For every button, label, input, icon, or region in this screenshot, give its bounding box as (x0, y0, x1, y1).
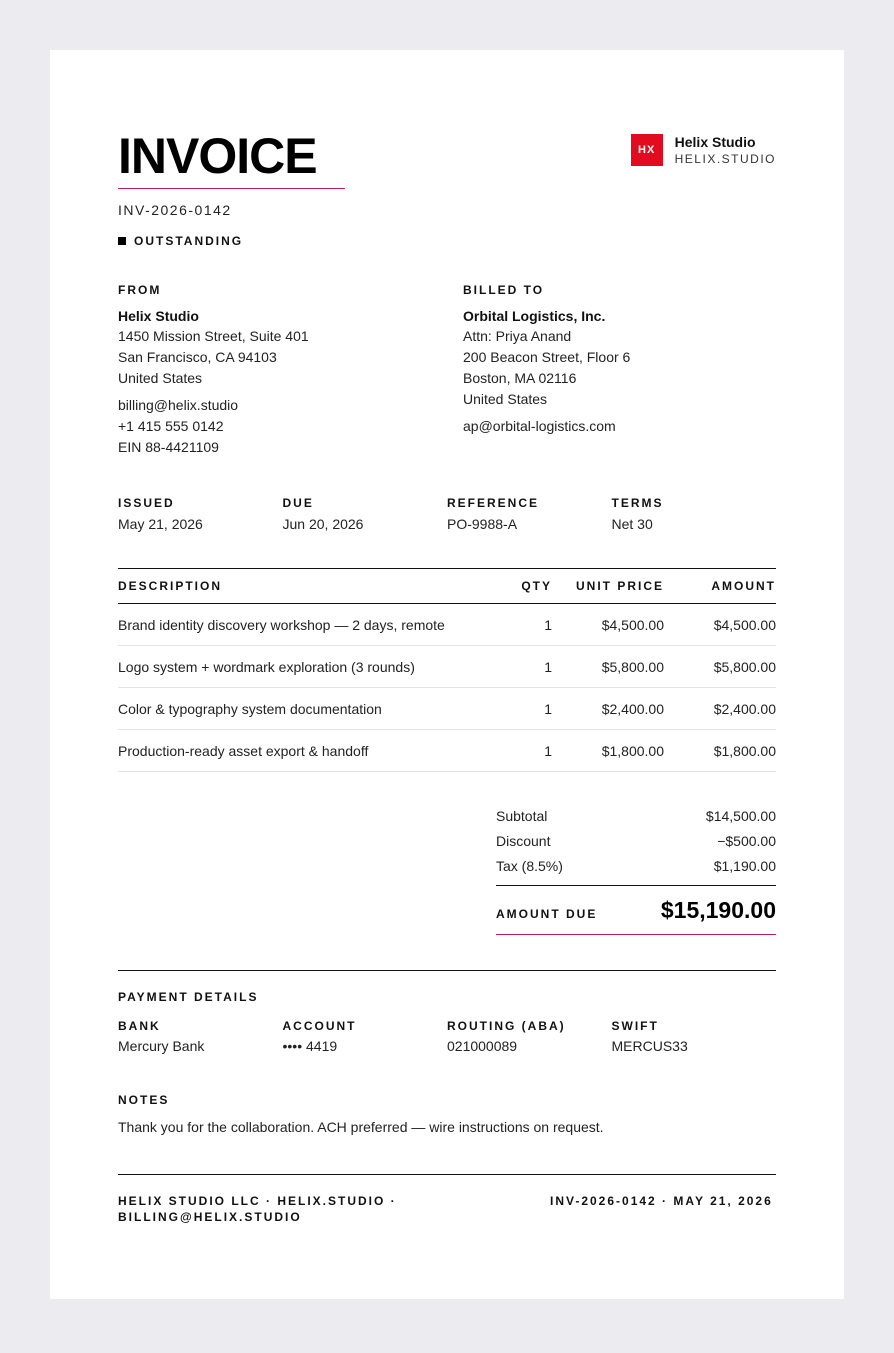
status-square-icon (118, 237, 126, 245)
billed-to-address-line: 200 Beacon Street, Floor 6 (463, 349, 631, 365)
from-label: FROM (118, 283, 162, 297)
amount-due-row (496, 886, 776, 934)
payment-value: Mercury Bank (118, 1038, 205, 1054)
amount-due-underline (496, 934, 776, 935)
table-row (118, 646, 776, 688)
item-unit-price: $4,500.00 (552, 604, 664, 646)
tax-label: Tax (8.5%) (496, 858, 563, 874)
amount-due-label: AMOUNT DUE (496, 907, 598, 921)
from-email: billing@helix.studio (118, 397, 239, 413)
invoice-title: INVOICE (118, 128, 317, 184)
item-amount: $2,400.00 (664, 688, 776, 730)
payment-bank (118, 1019, 283, 1054)
from-ein: EIN 88-4421109 (118, 439, 219, 455)
subtotal-value: $14,500.00 (705, 808, 776, 824)
meta-value: Net 30 (611, 516, 653, 532)
discount-value: −$500.00 (717, 833, 776, 849)
item-qty: 1 (518, 730, 552, 772)
payment-label: SWIFT (611, 1019, 659, 1033)
item-qty: 1 (518, 688, 552, 730)
billed-to-name: Orbital Logistics, Inc. (463, 308, 606, 324)
meta-label: REFERENCE (447, 496, 540, 510)
billed-to-label: BILLED TO (463, 283, 545, 297)
brand-logo: HX (631, 134, 663, 166)
brand-block (631, 133, 776, 167)
payment-routing (447, 1019, 612, 1054)
discount-label: Discount (496, 833, 551, 849)
item-unit-price: $1,800.00 (552, 730, 664, 772)
payment-label: ROUTING (ABA) (447, 1019, 566, 1033)
payment-value: •••• 4419 (282, 1038, 338, 1054)
item-unit-price: $5,800.00 (552, 646, 664, 688)
line-items-table (118, 568, 776, 772)
item-amount: $5,800.00 (664, 646, 776, 688)
from-name: Helix Studio (118, 308, 199, 324)
meta-label: TERMS (611, 496, 664, 510)
item-amount: $4,500.00 (664, 604, 776, 646)
footer-company: HELIX STUDIO LLC · HELIX.STUDIO · BILLING@HELIX.STUDIO (118, 1194, 397, 1224)
table-row (118, 604, 776, 646)
meta-issued (118, 496, 283, 532)
footer-reference: INV-2026-0142 · MAY 21, 2026 (550, 1194, 773, 1208)
billed-to-email: ap@orbital-logistics.com (463, 418, 616, 434)
column-header-qty: QTY (518, 569, 552, 604)
item-description: Production-ready asset export & handoff (118, 730, 518, 772)
item-description: Color & typography system documentation (118, 688, 518, 730)
from-address-line: San Francisco, CA 94103 (118, 349, 277, 365)
status-label: OUTSTANDING (134, 234, 244, 248)
table-header-row (118, 569, 776, 604)
billed-to-address-line: Boston, MA 02116 (463, 370, 577, 386)
invoice-meta (118, 496, 776, 532)
meta-value: Jun 20, 2026 (282, 516, 364, 532)
payment-divider (118, 970, 776, 971)
billed-to-address-line: United States (463, 391, 548, 407)
meta-terms (612, 496, 777, 532)
item-qty: 1 (518, 604, 552, 646)
payment-swift (612, 1019, 777, 1054)
item-qty: 1 (518, 646, 552, 688)
table-row (118, 688, 776, 730)
column-header-description: DESCRIPTION (118, 569, 518, 604)
payment-details (118, 1019, 776, 1054)
notes-text: Thank you for the collaboration. ACH preferred — wire instructions on request. (118, 1119, 604, 1135)
payment-label: BANK (118, 1019, 161, 1033)
totals-block (496, 806, 776, 935)
payment-details-title: PAYMENT DETAILS (118, 990, 259, 1004)
item-amount: $1,800.00 (664, 730, 776, 772)
meta-label: ISSUED (118, 496, 175, 510)
from-section (118, 283, 418, 458)
table-row (118, 730, 776, 772)
payment-value: 021000089 (447, 1038, 518, 1054)
meta-reference (447, 496, 612, 532)
meta-value: May 21, 2026 (118, 516, 203, 532)
column-header-unit-price: UNIT PRICE (552, 569, 664, 604)
item-unit-price: $2,400.00 (552, 688, 664, 730)
meta-due (283, 496, 448, 532)
payment-label: ACCOUNT (282, 1019, 357, 1033)
tax-row (496, 856, 776, 881)
from-address-line: 1450 Mission Street, Suite 401 (118, 328, 309, 344)
invoice-number: INV-2026-0142 (118, 202, 232, 218)
footer-divider (118, 1174, 776, 1175)
amount-due-value: $15,190.00 (660, 896, 776, 923)
discount-row (496, 831, 776, 856)
title-underline (118, 188, 345, 189)
status-badge (118, 234, 243, 248)
item-description: Logo system + wordmark exploration (3 rounds) (118, 646, 518, 688)
payment-account (283, 1019, 448, 1054)
subtotal-label: Subtotal (496, 808, 548, 824)
tax-value: $1,190.00 (713, 858, 776, 874)
notes-title: NOTES (118, 1093, 170, 1107)
invoice-page (50, 50, 844, 1299)
meta-label: DUE (282, 496, 314, 510)
item-description: Brand identity discovery workshop — 2 days, remote (118, 604, 518, 646)
from-address-line: United States (118, 370, 203, 386)
meta-value: PO-9988-A (447, 516, 518, 532)
brand-name: Helix Studio (674, 134, 756, 150)
brand-site: HELIX.STUDIO (674, 152, 776, 166)
column-header-amount: AMOUNT (664, 569, 776, 604)
subtotal-row (496, 806, 776, 831)
billed-to-address-line: Attn: Priya Anand (463, 328, 572, 344)
billed-to-section (463, 283, 763, 437)
from-phone: +1 415 555 0142 (118, 418, 224, 434)
payment-value: MERCUS33 (611, 1038, 688, 1054)
